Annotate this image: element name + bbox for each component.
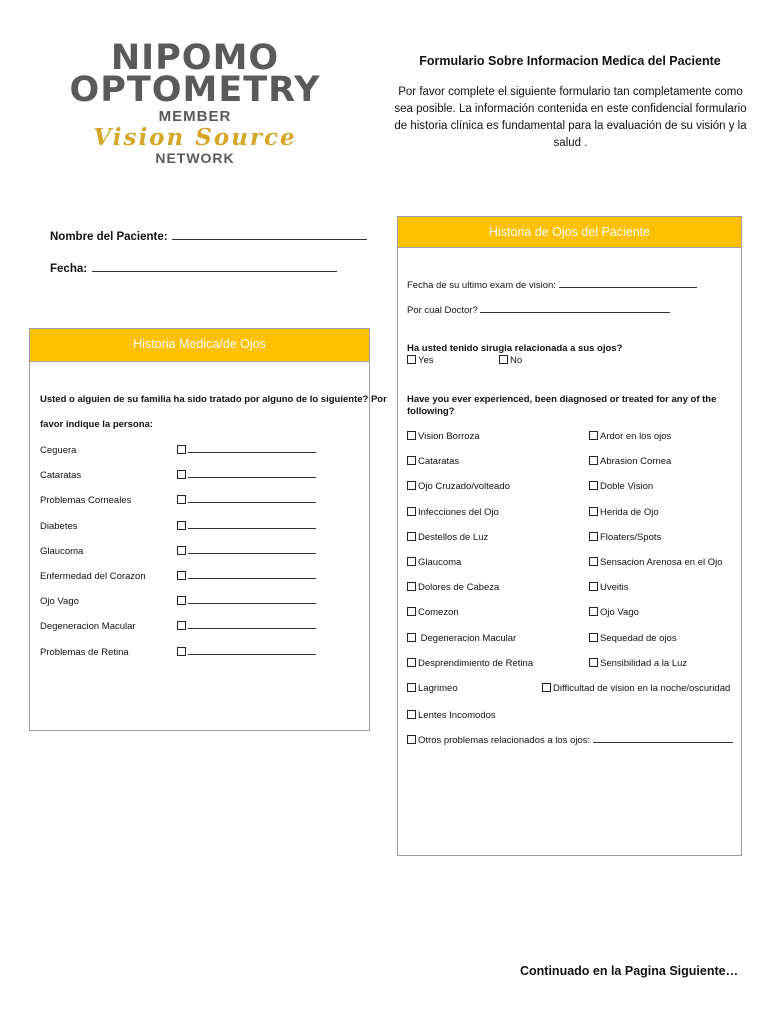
eye-symptom-right-label: Floaters/Spots — [600, 531, 662, 543]
eye-symptom-left-label: Comezon — [418, 607, 459, 619]
medical-condition-checkbox[interactable] — [177, 495, 186, 504]
medical-condition-label: Diabetes — [40, 520, 78, 532]
medical-condition-checkbox[interactable] — [177, 596, 186, 605]
otros-label: Otros problemas relacionados a los ojos: — [418, 735, 591, 746]
medical-condition-label: Cataratas — [40, 470, 82, 482]
eye-symptom-left-checkbox[interactable] — [407, 532, 416, 541]
medical-condition-label: Ceguera — [40, 445, 77, 456]
medical-condition-row — [40, 521, 78, 532]
eye-symptom-left-label: Vision Borroza — [418, 431, 480, 442]
eye-symptom-right-label: Difficultad de vision en la noche/oscuridad — [553, 683, 731, 694]
experienced-question: Have you ever experienced, been diagnosed or treated for any of the following? — [407, 394, 717, 417]
medical-condition-label: Problemas Corneales — [40, 495, 132, 507]
eye-symptom-left-label: Lagrimeo — [418, 683, 458, 694]
medical-condition-entry[interactable] — [177, 621, 316, 632]
surgery-yes-option[interactable] — [407, 355, 434, 366]
eye-symptom-left-option[interactable] — [407, 683, 458, 694]
lentes-checkbox[interactable] — [407, 710, 416, 719]
medical-condition-row — [40, 647, 129, 658]
surgery-no-label: No — [510, 355, 523, 366]
eye-symptom-left-option[interactable] — [407, 658, 533, 669]
eye-symptom-left-label: Infecciones del Ojo — [418, 506, 499, 518]
eye-symptom-left-label: Desprendimiento de Retina — [418, 657, 534, 669]
eye-symptom-right-label: Doble Vision — [600, 481, 654, 493]
medical-condition-entry[interactable] — [177, 647, 316, 658]
doctor-field[interactable] — [480, 312, 670, 313]
eye-symptom-right-checkbox[interactable] — [589, 633, 598, 642]
patient-name-field[interactable] — [172, 239, 367, 240]
medical-person-field[interactable] — [188, 578, 316, 579]
medical-condition-entry[interactable] — [177, 470, 316, 481]
logo-line-nipomo: NIPOMO — [110, 38, 280, 78]
eye-symptom-left-checkbox[interactable] — [407, 507, 416, 516]
doctor-row — [407, 305, 670, 316]
eye-symptom-right-option[interactable] — [589, 633, 677, 644]
eye-symptom-left-option[interactable] — [407, 431, 480, 442]
medical-person-field[interactable] — [188, 477, 316, 478]
medical-condition-checkbox[interactable] — [177, 621, 186, 630]
medical-condition-entry[interactable] — [177, 571, 316, 582]
eye-symptom-right-checkbox[interactable] — [589, 557, 598, 566]
lentes-option[interactable] — [407, 710, 496, 721]
eye-symptom-left-checkbox[interactable] — [407, 683, 416, 692]
otros-field[interactable] — [593, 742, 733, 743]
medical-condition-row — [40, 596, 79, 607]
eye-symptom-left-option[interactable] — [407, 582, 499, 593]
eye-symptom-right-checkbox[interactable] — [589, 481, 598, 490]
medical-person-field[interactable] — [188, 502, 316, 503]
medical-condition-checkbox[interactable] — [177, 571, 186, 580]
eye-symptom-left-option[interactable] — [407, 532, 488, 543]
eye-symptom-right-checkbox[interactable] — [589, 658, 598, 667]
eye-symptom-left-checkbox[interactable] — [407, 658, 416, 667]
doctor-label: Por cual Doctor? — [407, 305, 478, 316]
logo — [0, 0, 390, 180]
form-title: Formulario Sobre Informacion Medica del Paciente — [419, 54, 721, 68]
eye-history-header: Historia de Ojos del Paciente — [398, 217, 741, 248]
patient-name-row — [50, 227, 367, 245]
eye-symptom-left-checkbox[interactable] — [407, 481, 416, 490]
date-label: Fecha: — [50, 263, 88, 275]
patient-name-label: Nombre del Paciente: — [50, 231, 168, 243]
eye-symptom-left-label: Glaucoma — [418, 557, 462, 568]
medical-condition-row — [40, 621, 136, 632]
medical-question-line2: favor indique la persona: — [40, 419, 153, 430]
eye-symptom-left-checkbox[interactable] — [407, 456, 416, 465]
logo-line-optometry: OPTOMETRY — [69, 70, 321, 110]
medical-person-field[interactable] — [188, 553, 316, 554]
eye-symptom-left-option[interactable] — [407, 557, 461, 568]
medical-condition-entry[interactable] — [177, 521, 316, 532]
eye-symptom-right-option[interactable] — [589, 431, 671, 442]
eye-symptom-right-label: Uveitis — [600, 582, 629, 594]
eye-symptom-right-label: Ojo Vago — [600, 607, 639, 619]
eye-symptom-right-option[interactable] — [589, 557, 723, 568]
medical-condition-row — [40, 495, 131, 506]
eye-symptom-left-label: Dolores de Cabeza — [418, 582, 500, 594]
medical-condition-row — [40, 445, 76, 456]
medical-condition-label: Glaucoma — [40, 545, 84, 557]
intro-text: Por favor complete el siguiente formulario tan completamente como sea posible. La información contenida en este confidencial formulario de historia clínica es fundamental para la evaluación de su visión y la salud . — [394, 86, 747, 149]
eye-symptom-left-label: Degeneracion Macular — [418, 632, 517, 644]
lentes-label: Lentes Incomodos — [418, 710, 496, 721]
medical-condition-entry[interactable] — [177, 596, 316, 607]
medical-condition-label: Ojo Vago — [40, 596, 79, 608]
eye-symptom-left-checkbox[interactable] — [407, 431, 416, 440]
eye-symptom-right-label: Sensacion Arenosa en el Ojo — [600, 557, 723, 568]
surgery-no-option[interactable] — [499, 355, 522, 366]
eye-symptom-right-option[interactable] — [589, 582, 629, 593]
medical-history-box — [29, 328, 387, 731]
eye-symptom-left-option[interactable] — [407, 456, 459, 467]
eye-symptom-right-checkbox[interactable] — [542, 683, 551, 692]
medical-history-header: Historia Medica/de Ojos — [30, 329, 369, 362]
eye-symptom-right-option[interactable] — [589, 481, 653, 492]
medical-condition-checkbox[interactable] — [177, 521, 186, 530]
eye-symptom-right-checkbox[interactable] — [589, 507, 598, 516]
otros-option[interactable] — [407, 735, 733, 746]
surgery-yes-checkbox[interactable] — [407, 355, 416, 364]
eye-symptom-right-checkbox[interactable] — [589, 607, 598, 616]
eye-symptom-left-option[interactable] — [407, 507, 499, 518]
eye-symptom-right-option[interactable] — [589, 507, 659, 518]
medical-condition-checkbox[interactable] — [177, 546, 186, 555]
last-exam-label: Fecha de su ultimo exam de vision: — [407, 280, 556, 291]
eye-symptom-left-checkbox[interactable] — [407, 607, 416, 616]
eye-symptom-left-label: Cataratas — [418, 456, 460, 468]
medical-condition-row — [40, 546, 83, 557]
eye-symptom-right-label: Herida de Ojo — [600, 506, 659, 518]
surgery-yes-label: Yes — [418, 355, 434, 366]
eye-symptom-left-checkbox[interactable] — [407, 633, 416, 642]
logo-line-vision-source: Vision Source — [93, 124, 297, 151]
eye-symptom-right-option[interactable] — [589, 456, 671, 467]
medical-condition-entry[interactable] — [177, 445, 316, 456]
eye-symptom-right-option[interactable] — [589, 607, 639, 618]
last-exam-field[interactable] — [559, 287, 697, 288]
eye-symptom-right-label: Abrasion Cornea — [600, 456, 672, 468]
medical-person-field[interactable] — [188, 528, 316, 529]
date-row — [50, 259, 337, 277]
eye-symptom-right-option[interactable] — [589, 658, 687, 669]
eye-symptom-left-option[interactable] — [407, 607, 459, 618]
eye-symptom-right-option[interactable] — [589, 532, 661, 543]
eye-symptom-right-label: Sensibilidad a la Luz — [600, 657, 688, 669]
medical-condition-entry[interactable] — [177, 495, 316, 506]
eye-symptom-left-checkbox[interactable] — [407, 582, 416, 591]
medical-condition-label: Problemas de Retina — [40, 646, 129, 658]
medical-question-line1: Usted o alguien de su familia ha sido tratado por alguno de lo siguiente? Por — [40, 394, 387, 405]
medical-condition-checkbox[interactable] — [177, 647, 186, 656]
medical-person-field[interactable] — [188, 603, 316, 604]
medical-condition-row — [40, 571, 146, 582]
medical-condition-label: Degeneracion Macular — [40, 621, 136, 633]
medical-condition-entry[interactable] — [177, 546, 316, 557]
medical-condition-checkbox[interactable] — [177, 445, 186, 454]
date-field[interactable] — [92, 271, 337, 272]
last-exam-row — [407, 280, 697, 291]
eye-symptom-right-label: Ardor en los ojos — [600, 431, 672, 442]
otros-checkbox[interactable] — [407, 735, 416, 744]
eye-symptom-left-checkbox[interactable] — [407, 557, 416, 566]
eye-symptom-left-option[interactable] — [407, 481, 510, 492]
continued-note: Continuado en la Pagina Siguiente… — [520, 964, 739, 978]
medical-person-field[interactable] — [188, 628, 316, 629]
surgery-question: Ha usted tenido sirugia relacionada a sus ojos? — [407, 343, 623, 354]
eye-history-box — [397, 216, 742, 856]
eye-symptom-right-checkbox[interactable] — [589, 431, 598, 440]
logo-line-network: NETWORK — [155, 150, 235, 166]
eye-symptom-right-checkbox[interactable] — [589, 532, 598, 541]
eye-symptom-left-option[interactable] — [407, 633, 516, 644]
eye-symptom-right-option[interactable] — [542, 683, 730, 694]
medical-person-field[interactable] — [188, 452, 316, 453]
eye-symptom-left-label: Destellos de Luz — [418, 531, 489, 543]
eye-symptom-right-checkbox[interactable] — [589, 582, 598, 591]
medical-condition-checkbox[interactable] — [177, 470, 186, 479]
eye-symptom-right-checkbox[interactable] — [589, 456, 598, 465]
eye-symptom-left-label: Ojo Cruzado/volteado — [418, 481, 510, 493]
medical-condition-row — [40, 470, 81, 481]
logo-line-member: MEMBER — [158, 108, 232, 125]
eye-symptom-right-label: Sequedad de ojos — [600, 632, 677, 644]
surgery-no-checkbox[interactable] — [499, 355, 508, 364]
medical-condition-label: Enfermedad del Corazon — [40, 571, 146, 582]
medical-person-field[interactable] — [188, 654, 316, 655]
